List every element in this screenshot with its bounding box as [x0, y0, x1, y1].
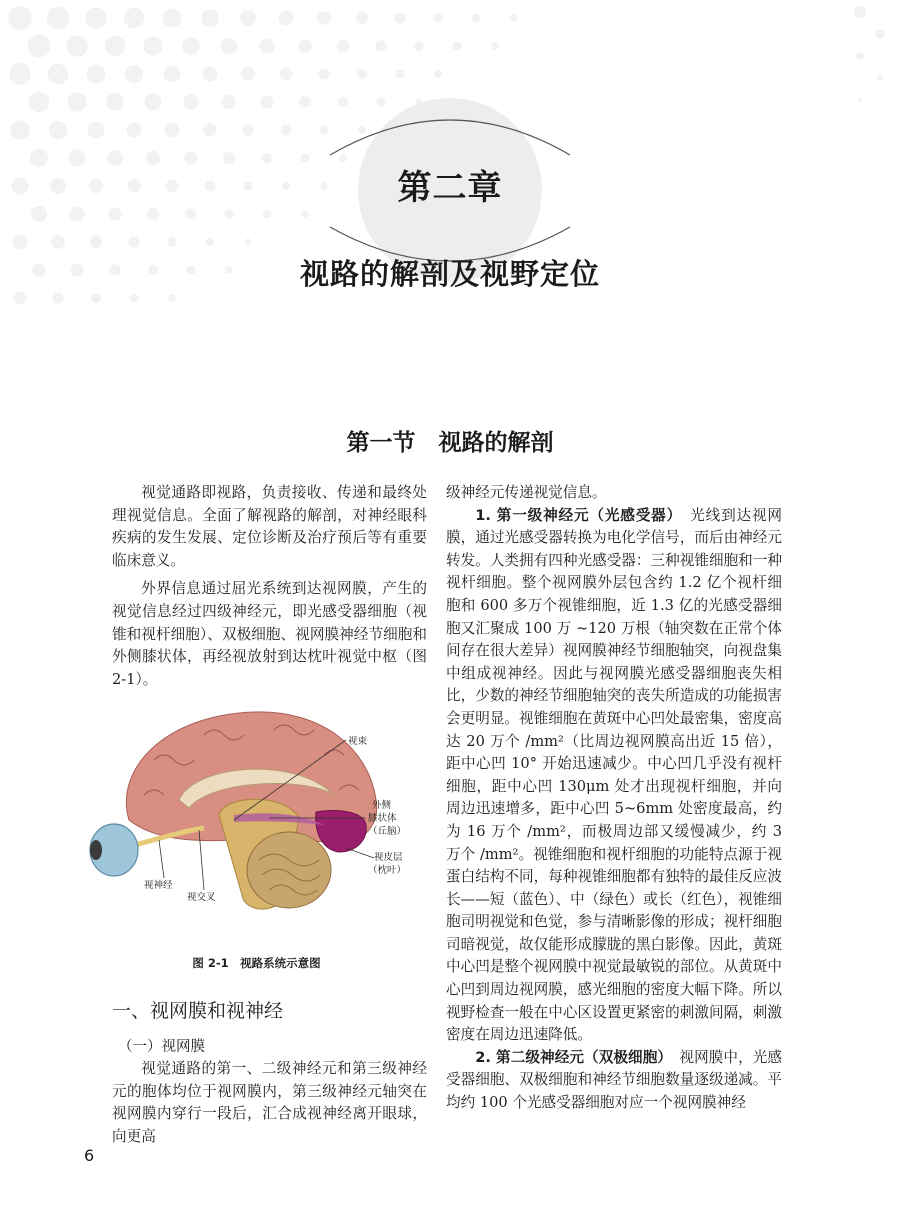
- right-column: [446, 482, 782, 1115]
- chapter-number: 第二章: [397, 168, 503, 208]
- decorative-dot: [491, 42, 498, 49]
- first-order-neuron-paragraph: [446, 505, 782, 1047]
- decorative-dot: [337, 40, 350, 53]
- label-line-cortex: [346, 848, 374, 858]
- label-optic-nerve: 视神经: [144, 880, 173, 891]
- decorative-dot: [280, 68, 293, 81]
- decorative-dot: [259, 38, 274, 53]
- decorative-dot: [856, 52, 864, 60]
- second-order-neuron-paragraph: [446, 1047, 782, 1115]
- retina-paragraph: 视觉通路的第一、二级神经元和第三级神经元的胞体均位于视网膜内，第三级神经元轴突在视网膜内穿行一段后，汇合成视神经离开眼球，向更高: [112, 1060, 427, 1145]
- decorative-dot: [472, 14, 481, 23]
- decorative-dot: [317, 11, 331, 25]
- decorative-dot: [356, 12, 368, 24]
- label-optic-chiasm: 视交叉: [187, 892, 216, 903]
- decorative-dot: [168, 294, 176, 302]
- decorative-dot: [105, 36, 125, 56]
- figure-caption: 图 2-1 视路系统示意图: [192, 956, 321, 970]
- cerebellum-illustration: [247, 832, 331, 908]
- first-order-neuron-text: 光线到达视网膜，通过光感受器转换为电化学信号，而后由神经元转发。人类拥有四种光感受器：三种视锥细胞和一种视杆细胞。整个视网膜外层包含约 1.2 亿个视杆细胞和 600 多万个视锥细胞，近 1.3 亿的光感受器细胞又汇聚成 100 万 ~120 万根（轴突数在正常个体间存在很大差异）视网膜神经节细胞轴突，向视盘集中组成视神经。因此与视网膜光感受器细胞丧失相比，少数的神经节细胞轴突的丧失所造成的功能损害会更明显。视锥细胞在黄斑中心凹处最密集，密度高达 20 万个 /mm²（比周边视网膜高出近 15 倍），距中心凹 10° 开始迅速减少。中心凹几乎没有视杆细胞，距中心凹 130μm 处才出现视杆细胞，并向周边迅速增多，距中心凹 5~6mm 处密度最高，约为 16 万个 /mm²，而极周边部又缓慢减少，约 3 万个 /mm²。视锥细胞和视杆细胞的功能特点源于视蛋白结构不同，每种视锥细胞都有独特的最佳反应波长——短（蓝色）、中（绿色）或长（红色），视锥细胞司明视觉和色觉，参与清晰影像的形成；视杆细胞司暗视觉，故仅能形成朦胧的黑白影像。因此，黄斑中心凹是整个视网膜中视觉最敏锐的部位。从黄斑中心凹到周边视网膜，感光细胞的密度大幅下降。所以视野检查一般在中心区设置更紧密的刺激间隔，刺激密度在周边迅速降低。: [446, 506, 782, 1044]
- pupil-illustration: [90, 840, 102, 860]
- heading-retina-optic-nerve: 一、视网膜和视神经: [112, 1000, 284, 1022]
- decorative-dot: [28, 35, 51, 58]
- decorative-dot: [47, 7, 70, 30]
- decorative-dot: [144, 37, 163, 56]
- decorative-dot: [163, 9, 182, 28]
- page-number: 6: [84, 1146, 95, 1165]
- decorative-dot: [875, 29, 885, 39]
- label-lgn-line1: 外侧: [372, 800, 392, 811]
- decorative-dot: [201, 9, 219, 27]
- visual-cortex-illustration: [316, 811, 366, 852]
- label-visual-cortex-line1: 视皮层: [374, 852, 403, 863]
- decorative-dot: [375, 40, 386, 51]
- intro-paragraph-2: 外界信息通过屈光系统到达视网膜，产生的视觉信息经过四级神经元，即光感受器细胞（视锥和视杆细胞）、双极细胞、视网膜神经节细胞和外侧膝状体，再经视放射到达枕叶视觉中枢（图 2-1）。: [112, 580, 427, 688]
- decorative-dot: [453, 42, 462, 51]
- visual-pathway-figure: [84, 700, 424, 935]
- intro-paragraph-1: 视觉通路即视路，负责接收、传递和最终处理视觉信息。全面了解视路的解剖，对神经眼科疾病的发生发展、定位诊断及治疗预后等有重要临床意义。: [112, 484, 427, 569]
- decorative-dot: [164, 66, 181, 83]
- decorative-dot: [221, 38, 237, 54]
- decorative-dot: [241, 67, 255, 81]
- decorative-dot: [182, 37, 200, 55]
- decorative-dot: [124, 8, 144, 28]
- label-lgn-line3: （丘脑）: [368, 826, 407, 837]
- chapter-title: 视路的解剖及视野定位: [299, 257, 600, 291]
- decorative-dot: [414, 41, 424, 51]
- second-order-neuron-heading: 2. 第二级神经元（双极细胞）: [475, 1048, 665, 1066]
- decorative-dot: [125, 65, 143, 83]
- label-line-optic-nerve: [159, 840, 164, 878]
- decorative-dot: [48, 64, 68, 84]
- decorative-dot: [854, 6, 866, 18]
- decorative-dot: [394, 12, 405, 23]
- decorative-dot: [510, 14, 517, 21]
- decorative-dot: [66, 35, 88, 57]
- decorative-dot: [877, 75, 883, 81]
- decorative-dot: [396, 70, 405, 79]
- label-optic-tract: 视束: [348, 736, 368, 747]
- decorative-dot: [298, 39, 312, 53]
- label-lgn-line2: 膝状体: [368, 813, 397, 824]
- decorative-dot: [202, 66, 217, 81]
- decorative-dot: [433, 13, 443, 23]
- second-order-neuron-text: 视网膜中，光感受器细胞、双极细胞和神经节细胞数量逐级递减。平均约 100 个光感受器细胞对应一个视网膜神经: [446, 1048, 782, 1112]
- decorative-dot: [85, 7, 106, 28]
- left-column-retina: [112, 1058, 427, 1148]
- label-visual-cortex-line2: （枕叶）: [368, 865, 407, 876]
- decorative-dot: [357, 69, 367, 79]
- decorative-dot: [279, 11, 294, 26]
- subheading-retina: （一）视网膜: [118, 1039, 205, 1055]
- first-order-neuron-heading: 1. 第一级神经元（光感受器）: [475, 506, 675, 524]
- decorative-dot: [9, 63, 31, 85]
- section-title: 第一节 视路的解剖: [346, 429, 554, 456]
- decorative-dot: [86, 64, 105, 83]
- decorative-dot: [318, 68, 329, 79]
- left-column-intro: [112, 482, 427, 691]
- decorative-dot: [8, 6, 32, 30]
- decorative-dot: [240, 10, 256, 26]
- decorative-dot: [434, 70, 442, 78]
- right-continuation-paragraph: 级神经元传递视觉信息。: [446, 484, 607, 501]
